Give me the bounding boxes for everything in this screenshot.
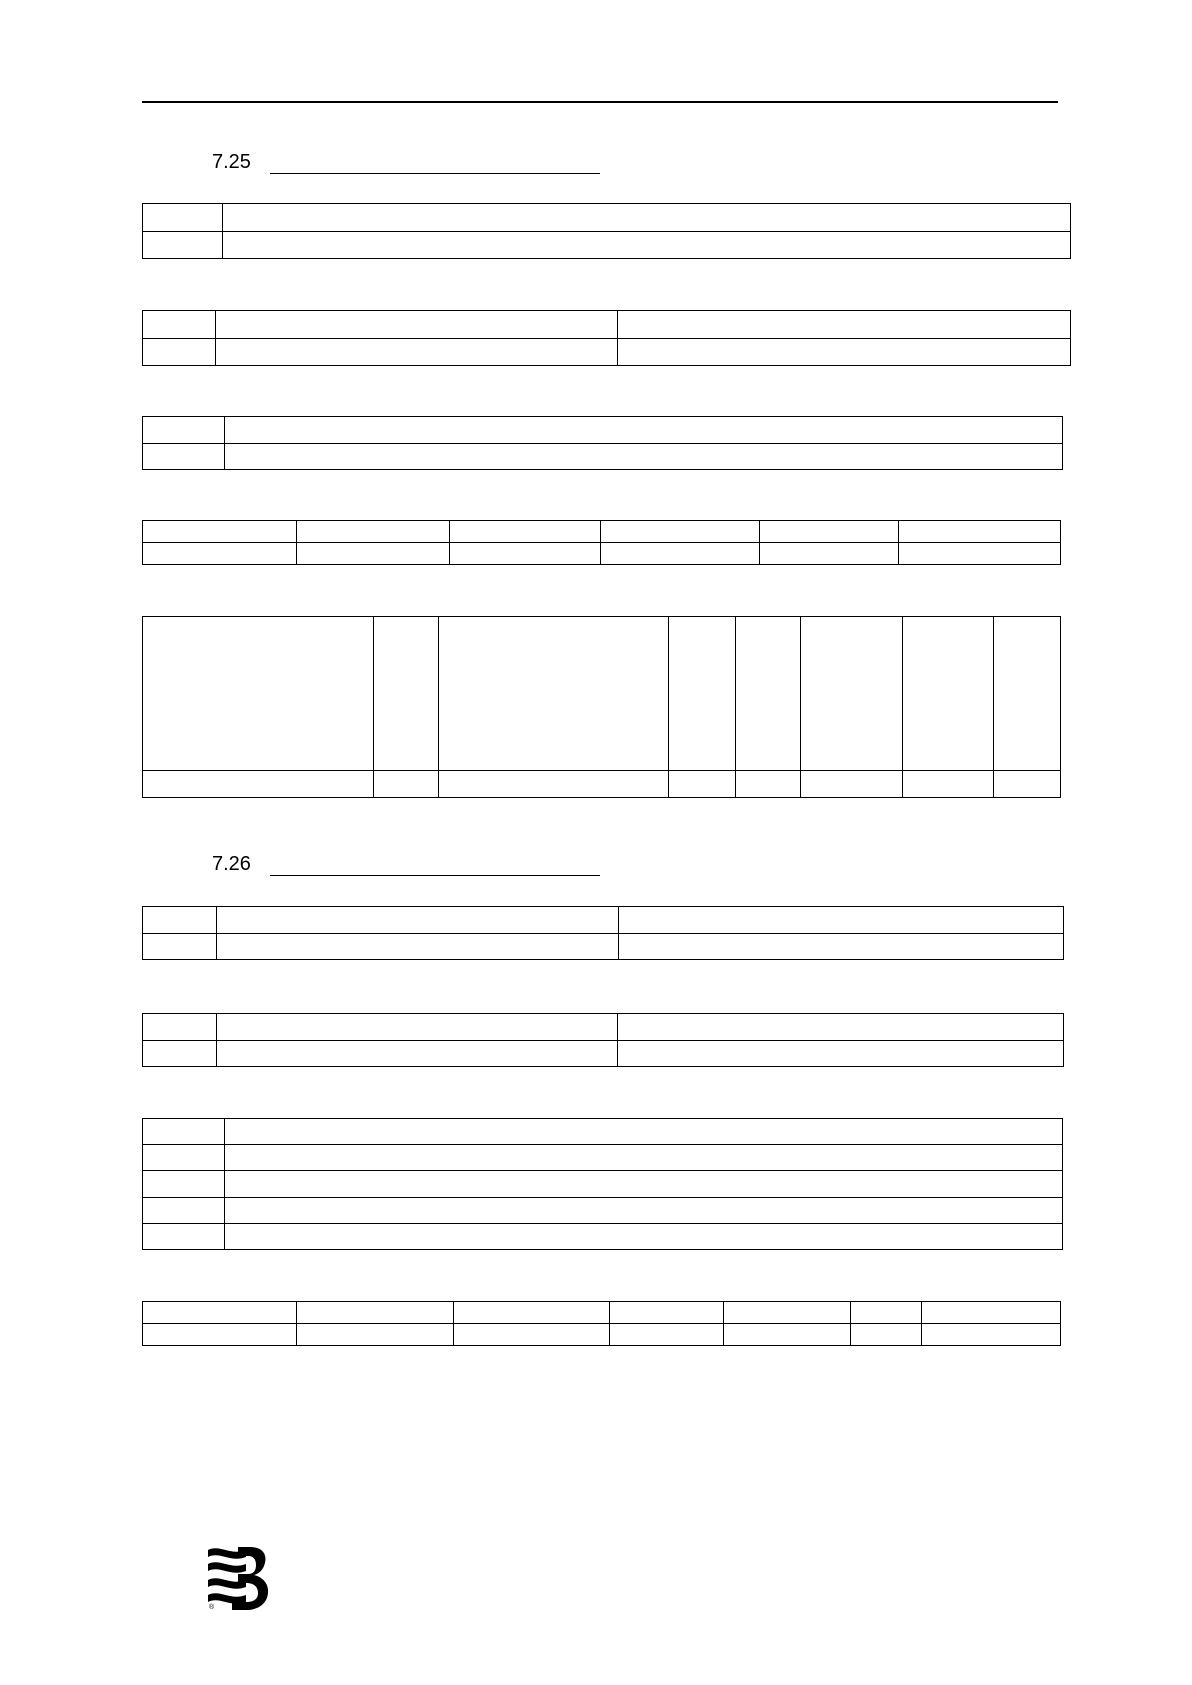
table-7 (142, 1013, 1064, 1067)
table-9 (142, 1301, 1061, 1346)
table-5 (142, 616, 1061, 798)
table-2 (142, 310, 1071, 366)
registered-mark: ® (209, 1604, 215, 1611)
table-row (143, 521, 1061, 543)
table-row (143, 417, 1063, 444)
table-row (143, 1197, 1063, 1223)
section-number: 7.26 (212, 853, 251, 875)
table-6 (142, 906, 1064, 960)
table-row (143, 1040, 1064, 1067)
table-row (143, 1014, 1064, 1041)
section-number: 7.25 (212, 151, 251, 173)
table-row (143, 933, 1064, 960)
table-row (143, 1171, 1063, 1197)
title-underline (270, 173, 600, 174)
section-heading-7-25 (212, 150, 251, 174)
table-8 (142, 1118, 1063, 1250)
section-heading-7-26 (212, 852, 251, 876)
table-1 (142, 203, 1071, 259)
table-3 (142, 416, 1063, 470)
table-row (143, 1145, 1063, 1171)
table-row (143, 617, 1061, 771)
table-row (143, 907, 1064, 934)
b-waves-logo-icon (206, 1544, 272, 1612)
table-row (143, 231, 1071, 259)
table-row (143, 204, 1071, 232)
table-row (143, 771, 1061, 798)
table-row (143, 1223, 1063, 1249)
table-row (143, 338, 1071, 366)
table-row (143, 1302, 1061, 1324)
table-row (143, 1119, 1063, 1145)
table-row (143, 443, 1063, 470)
table-row (143, 311, 1071, 339)
title-underline (270, 875, 600, 876)
table-4 (142, 520, 1061, 565)
header-rule (142, 101, 1058, 103)
table-row (143, 1324, 1061, 1346)
table-row (143, 543, 1061, 565)
